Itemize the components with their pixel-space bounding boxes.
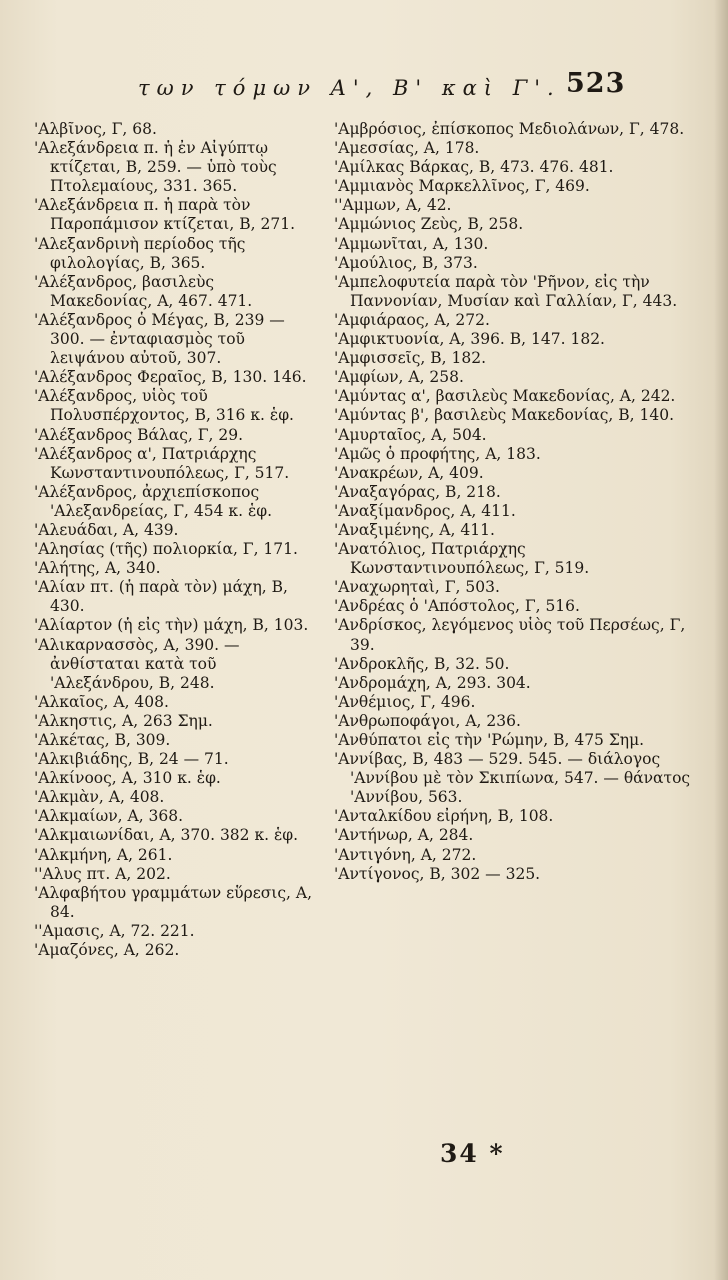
index-entry: 'Αμύντας β', βασιλεὺς Μακεδονίας, Β, 140. [334, 406, 675, 425]
page-edge-shadow [714, 0, 728, 1280]
signature-mark: 34 * [440, 1139, 505, 1168]
index-entry: 'Αμμιανὸς Μαρκελλῖνος, Γ, 469. [334, 177, 590, 196]
index-entry: 'Ανθέμιος, Γ, 496. [334, 692, 476, 711]
index-entry: 'Αλέξανδρος α', Πατριάρχης Κωνσταντινουπόλεως, Γ, 517. [34, 444, 290, 482]
index-entry: 'Αντίγονος, Β, 302 — 325. [334, 864, 541, 883]
index-entry: 'Αμμωνῖται, Α, 130. [334, 234, 489, 253]
index-entry: 'Ανταλκίδου εἰρήνη, Β, 108. [334, 807, 554, 826]
index-entry: 'Αμύντας α', βασιλεὺς Μακεδονίας, Α, 242. [334, 387, 676, 406]
index-entry: 'Αντήνωρ, Α, 284. [334, 826, 474, 845]
index-entry: ''Αλυς πτ. Α, 202. [34, 864, 171, 883]
running-header [0, 62, 728, 106]
index-entry: 'Αλήτης, Α, 340. [34, 559, 161, 578]
index-entry: 'Αλβῖνος, Γ, 68. [34, 120, 157, 138]
index-entry: 'Αλευάδαι, Α, 439. [34, 520, 179, 539]
index-entry: 'Αλέξανδρος Φεραῖος, Β, 130. 146. [34, 368, 307, 387]
index-entry: 'Αμαζόνες, Α, 262. [34, 941, 180, 960]
index-entry: 'Αλκαῖος, Α, 408. [34, 692, 169, 711]
header-title: των τόμων Α', Β' καὶ Γ'. [138, 76, 561, 100]
index-entry: 'Αναξίμανδρος, Α, 411. [334, 501, 516, 520]
index-column-left [34, 120, 318, 960]
index-entry: 'Αναξιμένης, Α, 411. [334, 520, 495, 539]
index-entry: 'Αλκηστις, Α, 263 Σημ. [34, 711, 213, 730]
index-entry: ''Αμασις, Α, 72. 221. [34, 921, 195, 940]
page-number: 523 [566, 68, 626, 99]
index-entry: 'Αναχωρηταὶ, Γ, 503. [334, 578, 500, 597]
index-entry: 'Αμίλκας Βάρκας, Β, 473. 476. 481. [334, 158, 614, 177]
index-entry: 'Αμεσσίας, Α, 178. [334, 139, 480, 158]
index-entry: 'Αλίαρτον (ἡ εἰς τὴν) μάχη, Β, 103. [34, 616, 309, 635]
index-entry: 'Ανδρομάχη, Α, 293. 304. [334, 673, 531, 692]
index-entry: 'Αλκιβιάδης, Β, 24 — 71. [34, 750, 229, 769]
index-entry: 'Αλκίνοος, Α, 310 κ. ἑφ. [34, 769, 221, 788]
index-entry: 'Αλκμὰν, Α, 408. [34, 788, 165, 807]
index-entry: 'Αλέξανδρος, υἱὸς τοῦ Πολυσπέρχοντος, Β, 316 κ. ἑφ. [34, 387, 294, 425]
index-entry: 'Αλέξανδρος, βασιλεὺς Μακεδονίας, Α, 467. 471. [34, 272, 253, 310]
index-entry: 'Ανδροκλῆς, Β, 32. 50. [334, 654, 510, 673]
index-entry: 'Αναξαγόρας, Β, 218. [334, 482, 501, 501]
index-entry: 'Αλεξανδρινὴ περίοδος τῆς φιλολογίας, Β, 365. [34, 234, 246, 272]
index-entry: 'Αλεξάνδρεια π. ἡ παρὰ τὸν Παροπάμισον κτίζεται, Β, 271. [34, 196, 295, 234]
index-entry: 'Αμῶς ὁ προφήτης, Α, 183. [334, 444, 541, 463]
index-entry: 'Αλκέτας, Β, 309. [34, 731, 171, 749]
index-entry: 'Αλκμαίων, Α, 368. [34, 807, 184, 826]
index-entry: 'Αλίαν πτ. (ἡ παρὰ τὸν) μάχη, Β, 430. [34, 578, 288, 616]
index-entry: 'Αμφιάραος, Α, 272. [334, 310, 490, 329]
index-entry: 'Αμμώνιος Ζεὺς, Β, 258. [334, 215, 524, 234]
index-entry: 'Αλέξανδρος ὁ Μέγας, Β, 239 — 300. — ἐνταφιασμὸς τοῦ λειψάνου αὐτοῦ, 307. [34, 310, 285, 368]
index-entry: 'Αλκμήνη, Α, 261. [34, 845, 173, 864]
index-entry: 'Αμβρόσιος, ἐπίσκοπος Μεδιολάνων, Γ, 478. [334, 120, 685, 138]
index-entry: 'Αμπελοφυτεία παρὰ τὸν 'Ρῆνον, εἰς τὴν Παννονίαν, Μυσίαν καὶ Γαλλίαν, Γ, 443. [334, 272, 678, 310]
index-entry: 'Ανδρίσκος, λεγόμενος υἱὸς τοῦ Περσέως, Γ, 39. [334, 616, 686, 654]
index-entry: 'Αμφίων, Α, 258. [334, 368, 464, 387]
index-entry: 'Ανδρέας ὁ 'Απόστολος, Γ, 516. [334, 597, 580, 616]
index-entry: 'Αλκμαιωνίδαι, Α, 370. 382 κ. ἑφ. [34, 826, 299, 845]
index-entry: 'Αντιγόνη, Α, 272. [334, 845, 477, 864]
index-entry: 'Αλικαρνασσὸς, Α, 390. — ἀνθίσταται κατὰ τοῦ 'Αλεξάνδρου, Β, 248. [34, 635, 240, 692]
index-entry: 'Ανακρέων, Α, 409. [334, 463, 484, 482]
index-entry: 'Ανθύπατοι εἰς τὴν 'Ρώμην, Β, 475 Σημ. [334, 731, 645, 749]
index-entry: 'Αλέξανδρος Βάλας, Γ, 29. [34, 425, 244, 444]
index-entry: 'Ανθρωποφάγοι, Α, 236. [334, 711, 521, 730]
index-entry: 'Ανατόλιος, Πατριάρχης Κωνσταντινουπόλεως, Γ, 519. [334, 540, 590, 578]
index-entry: 'Αλησίας (τῆς) πολιορκία, Γ, 171. [34, 540, 298, 559]
index-entry: 'Αλφαβήτου γραμμάτων εὕρεσις, Α, 84. [34, 883, 313, 921]
index-entry: 'Αμούλιος, Β, 373. [334, 253, 478, 272]
index-entry: 'Αμφισσεῖς, Β, 182. [334, 349, 487, 368]
index-entry: 'Αννίβας, Β, 483 — 529. 545. — διάλογος 'Αννίβου μὲ τὸν Σκιπίωνα, 547. — θάνατος 'Αννίβου, 563. [334, 750, 691, 807]
index-entry: 'Αμυρταῖος, Α, 504. [334, 425, 487, 444]
index-entry: ''Αμμων, Α, 42. [334, 196, 452, 215]
index-column-right [334, 120, 694, 884]
index-entry: 'Αλέξανδρος, ἀρχιεπίσκοπος 'Αλεξανδρείας, Γ, 454 κ. ἑφ. [34, 482, 273, 520]
index-entry: 'Αλεξάνδρεια π. ἡ ἐν Αἰγύπτῳ κτίζεται, Β, 259. — ὑπὸ τοὺς Πτολεμαίους, 331. 365. [34, 139, 277, 196]
index-entry: 'Αμφικτυονία, Α, 396. Β, 147. 182. [334, 330, 605, 349]
